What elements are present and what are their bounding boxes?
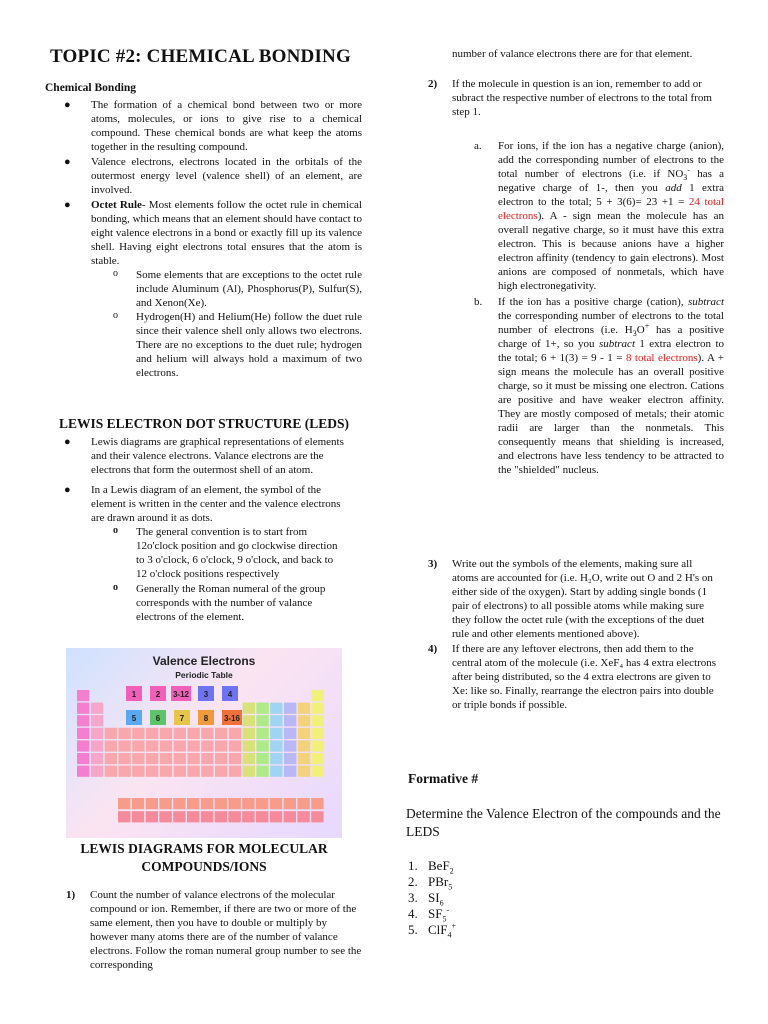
formative-instruction: Determine the Valence Electron of the compounds and the LEDS bbox=[406, 806, 721, 839]
item-number: 1. bbox=[408, 858, 418, 873]
element-cell bbox=[91, 766, 103, 777]
formula-charge: - bbox=[446, 905, 450, 915]
list-item bbox=[408, 858, 456, 874]
list-item bbox=[44, 98, 362, 154]
element-cell bbox=[132, 728, 144, 739]
element-cell bbox=[146, 798, 158, 809]
list-item bbox=[408, 906, 456, 922]
bullet-text: - Most elements follow the octet rule in chemical bonding, which means that an element should have contact to eight valence electrons in a bond or exactly fill up its valence shell. Having eight electrons total ensures that the atom is stable. bbox=[91, 199, 362, 267]
element-cell bbox=[77, 740, 89, 751]
element-cell bbox=[311, 798, 323, 809]
group-label: 5 bbox=[131, 714, 137, 723]
element-cell bbox=[77, 728, 89, 739]
element-cell bbox=[242, 811, 254, 822]
group-label: 3-12 bbox=[172, 690, 190, 699]
element-cell bbox=[187, 811, 199, 822]
list-item: b. If the ion has a positive charge (cation), subtract the corresponding number of electrons to the total number of electrons (i.e. $H_3O^+$ has a positive charge of 1+, so you subtract 1 extra electron to the total; 6 + 1(3) = 9 - 1 = 8 total electrons). A + sign means the molecule has an overall positive charge, so it must be missing one electron. Cations are positive and have weaker electron affinity. They are mostly composed of metals; their atomic radii are larger than the nonmetals. This consequently means that shielding is increased, and electrons have less tendency to be attracted to the "shielded" nucleus. bbox=[474, 296, 724, 476]
element-cell bbox=[312, 703, 324, 714]
element-cell bbox=[187, 753, 199, 764]
sub-item-text: the corresponding number of electrons to the total number of electrons (i.e. H bbox=[498, 310, 724, 336]
element-cell bbox=[91, 728, 103, 739]
step-2-subitems bbox=[408, 139, 724, 477]
element-cell bbox=[174, 766, 186, 777]
group-labels bbox=[126, 686, 242, 725]
sub-bullet-text: Hydrogen(H) and Helium(He) follow the duet rule since their valence shell only allows two electrons. There are no exceptions to the duet rule; hydrogen and helium will always hold a maximum of two electrons. bbox=[136, 311, 362, 379]
list-item bbox=[44, 483, 344, 525]
element-cell bbox=[270, 811, 282, 822]
group-label: 8 bbox=[203, 714, 209, 723]
bullet-text: In a Lewis diagram of an element, the symbol of the element is written in the center and the valence electrons are drawn around it as dots. bbox=[91, 484, 341, 524]
group-label: 4 bbox=[227, 690, 233, 699]
element-cell bbox=[256, 715, 268, 726]
list-item bbox=[44, 268, 362, 310]
element-cell bbox=[242, 798, 254, 809]
element-cell bbox=[201, 753, 213, 764]
periodic-table-grid bbox=[77, 690, 324, 822]
leds-section bbox=[44, 435, 344, 624]
list-item bbox=[44, 310, 362, 380]
element-cell bbox=[284, 766, 296, 777]
element-cell bbox=[187, 740, 199, 751]
element-cell bbox=[132, 766, 144, 777]
element-cell bbox=[229, 766, 241, 777]
element-cell bbox=[159, 798, 171, 809]
circle-bullet-icon: o bbox=[113, 525, 118, 536]
element-cell bbox=[256, 740, 268, 751]
element-cell bbox=[256, 728, 268, 739]
element-cell bbox=[298, 703, 310, 714]
element-cell bbox=[105, 753, 117, 764]
element-cell bbox=[284, 811, 296, 822]
sub-bullet-text: Some elements that are exceptions to the octet rule include Aluminum (Al), Phosphorus(P), Sulfur(S), and Xenon(Xe). bbox=[136, 269, 362, 309]
element-cell bbox=[256, 766, 268, 777]
steps-3-4 bbox=[408, 557, 720, 712]
formula-subscript: 4 bbox=[447, 930, 452, 940]
element-cell bbox=[160, 753, 172, 764]
element-cell bbox=[284, 715, 296, 726]
element-cell bbox=[77, 690, 89, 701]
element-cell bbox=[256, 811, 268, 822]
sub-bullet-text: Generally the Roman numeral of the group corresponds with the number of valance electrons of the element. bbox=[136, 583, 326, 623]
group-label: 2 bbox=[155, 690, 161, 699]
group-label: 6 bbox=[155, 714, 161, 723]
element-cell bbox=[312, 690, 324, 701]
list-item bbox=[408, 642, 720, 712]
element-cell bbox=[256, 798, 268, 809]
element-cell bbox=[256, 703, 268, 714]
section-heading-lewis-compounds bbox=[44, 840, 364, 876]
list-item bbox=[44, 155, 362, 197]
element-cell bbox=[229, 753, 241, 764]
formula-base: SI bbox=[428, 890, 440, 905]
element-cell bbox=[174, 753, 186, 764]
list-item bbox=[44, 525, 344, 581]
octet-rule-term: Octet Rule bbox=[91, 199, 142, 211]
formula-subscript: 5 bbox=[442, 914, 447, 924]
periodic-table-image bbox=[66, 648, 342, 838]
bullet-icon: ● bbox=[64, 99, 71, 111]
element-cell bbox=[311, 811, 323, 822]
alpha-label: b. bbox=[474, 296, 483, 308]
step-text: If there are any leftover electrons, then add them to the central atom of the molecule (i.e. XeF₄ has 4 extra electrons after being distributed, so the 4 extra electrons are given to Xe: like so. Finally, rearrange the electron pairs into double or triple bonds if possible. bbox=[452, 643, 717, 711]
step-text: Write out the symbols of the elements, making sure all atoms are accounted for (i.e. H₂O, write out O and 2 H's on either side of the oxygen). Start by adding single bonds (1 pair of electrons) to all possible atoms while making sure they follow the octet rule (with the exceptions of the duet rule and other elements mentioned above). bbox=[452, 558, 713, 640]
element-cell bbox=[215, 798, 227, 809]
bullet-text: The formation of a chemical bond between two or more atoms, molecules, or ions to give rise to a chemical compound. These chemical bonds are what keep the atoms together in the resulting compound. bbox=[91, 99, 362, 153]
element-cell bbox=[243, 740, 255, 751]
formula-base: PBr bbox=[428, 874, 449, 889]
element-cell bbox=[228, 811, 240, 822]
group-label: 1 bbox=[131, 690, 137, 699]
element-cell bbox=[201, 740, 213, 751]
element-cell bbox=[187, 728, 199, 739]
formative-list bbox=[408, 858, 456, 938]
sub-item-text: For ions, if the ion has a negative charge (anion), add the corresponding number of electrons to the total number of electrons (i.e. if NO bbox=[498, 140, 724, 180]
element-cell bbox=[118, 753, 130, 764]
element-cell bbox=[284, 728, 296, 739]
element-cell bbox=[228, 798, 240, 809]
element-cell bbox=[215, 753, 227, 764]
element-cell bbox=[173, 811, 185, 822]
element-cell bbox=[118, 740, 130, 751]
step-number: 2) bbox=[428, 78, 438, 90]
list-item bbox=[44, 582, 344, 624]
item-number: 4. bbox=[408, 906, 418, 921]
list-item bbox=[408, 922, 456, 938]
step-text: number of valance electrons there are for that element. bbox=[452, 48, 693, 60]
element-cell bbox=[312, 753, 324, 764]
formula-subscript: 2 bbox=[449, 866, 454, 876]
step-number: 3) bbox=[428, 558, 438, 570]
formula-subscript: 5 bbox=[448, 882, 453, 892]
element-cell bbox=[215, 811, 227, 822]
sub-item-text: has a positive charge of 1+, so you bbox=[498, 324, 724, 350]
element-cell bbox=[77, 766, 89, 777]
element-cell bbox=[77, 703, 89, 714]
element-cell bbox=[187, 798, 199, 809]
step-number: 4) bbox=[428, 643, 438, 655]
list-item bbox=[408, 890, 456, 906]
element-cell bbox=[146, 728, 158, 739]
element-cell bbox=[256, 753, 268, 764]
bullet-text: Valence electrons, electrons located in the orbitals of the outermost energy level (valence shell) of an element, are involved. bbox=[91, 156, 362, 196]
element-cell bbox=[243, 728, 255, 739]
bullet-icon: ● bbox=[64, 484, 71, 496]
list-item bbox=[408, 874, 456, 890]
circle-bullet-icon: o bbox=[113, 268, 118, 279]
sub-item-text: O bbox=[636, 324, 645, 336]
element-cell bbox=[243, 753, 255, 764]
emphasis-subtract: subtract bbox=[687, 296, 724, 308]
element-cell bbox=[284, 703, 296, 714]
element-cell bbox=[284, 753, 296, 764]
element-cell bbox=[146, 766, 158, 777]
element-cell bbox=[270, 715, 282, 726]
element-cell bbox=[91, 753, 103, 764]
element-cell bbox=[215, 766, 227, 777]
formula-base: SF bbox=[428, 906, 443, 921]
page-title: TOPIC #2: CHEMICAL BONDING bbox=[50, 46, 351, 67]
step-text: If the molecule in question is an ion, remember to add or subract the respective number of electrons to the total from step 1. bbox=[452, 78, 712, 118]
element-cell bbox=[270, 798, 282, 809]
group-label: 7 bbox=[179, 714, 185, 723]
group-label: 3 bbox=[203, 690, 209, 699]
step-number: 1) bbox=[66, 889, 76, 901]
section-heading-chemical-bonding: Chemical Bonding bbox=[45, 82, 137, 94]
list-item bbox=[44, 888, 362, 972]
element-cell bbox=[146, 753, 158, 764]
element-cell bbox=[270, 728, 282, 739]
element-cell bbox=[105, 728, 117, 739]
heading-line: LEWIS DIAGRAMS FOR MOLECULAR bbox=[80, 841, 328, 856]
sub-item-text: 1 extra electron to the total; 5 + 3(6)= 23 +1 = bbox=[498, 182, 724, 208]
periodic-table-subtitle: Periodic Table bbox=[175, 670, 233, 680]
step-1 bbox=[44, 888, 362, 972]
element-cell bbox=[146, 811, 158, 822]
element-cell bbox=[132, 798, 144, 809]
sub-item-text: 1 extra electron to the total; 6 + 1(3) = 9 - 1 = bbox=[498, 338, 724, 364]
element-cell bbox=[201, 728, 213, 739]
list-item: a. For ions, if the ion has a negative charge (anion), add the corresponding number of electrons to the total number of electrons (i.e. if $NO_3^-$ has a negative charge of 1-, then you add 1 extra electron to the total; 5 + 3(6)= 23 +1 = 24 total electrons). A - sign mean the molecule has an overall negative charge, so it must have this extra electron. This is because anions have a higher electron affinity (tendency to gain electrons). Most anions are composed of nonmetals, which have high electronegativity. bbox=[474, 140, 724, 292]
bullet-icon: ● bbox=[64, 156, 71, 168]
group-label: 3-16 bbox=[223, 714, 241, 723]
heading-line: COMPOUNDS/IONS bbox=[141, 859, 267, 874]
element-cell bbox=[229, 740, 241, 751]
element-cell bbox=[118, 811, 130, 822]
element-cell bbox=[132, 753, 144, 764]
section-heading-leds: LEWIS ELECTRON DOT STRUCTURE (LEDS) bbox=[58, 416, 350, 431]
element-cell bbox=[118, 766, 130, 777]
sub-item-text: ). A - sign mean the molecule has an overall negative charge, so it must have this extra electron. This is because anions have a higher electron affinity (tendency to gain electrons). Most anions are composed of nonmetals, which have high electronegativity. bbox=[498, 210, 724, 292]
bullet-icon: ● bbox=[64, 436, 71, 448]
element-cell bbox=[160, 728, 172, 739]
list-item bbox=[44, 198, 362, 268]
element-cell bbox=[118, 798, 130, 809]
element-cell bbox=[284, 740, 296, 751]
bullet-icon: ● bbox=[64, 199, 71, 211]
sub-bullet-text: The general convention is to start from 12o'clock position and go clockwise direction to 3 o'clock, 6 o'clock, 9 o'clock, and back to 12 o'clock positions respectively bbox=[136, 526, 338, 580]
formula-subscript: 6 bbox=[439, 898, 444, 908]
element-cell bbox=[201, 766, 213, 777]
element-cell bbox=[201, 798, 213, 809]
formative-heading: Formative # bbox=[408, 771, 479, 786]
formula-base: ClF bbox=[428, 922, 448, 937]
emphasis-subtract: subtract bbox=[598, 338, 635, 350]
element-cell bbox=[77, 753, 89, 764]
element-cell bbox=[187, 766, 199, 777]
chemical-bonding-section bbox=[44, 98, 362, 380]
element-cell bbox=[243, 766, 255, 777]
element-cell bbox=[160, 766, 172, 777]
element-cell bbox=[312, 715, 324, 726]
sub-item-text: If the ion has a positive charge (cation), bbox=[498, 296, 688, 308]
item-number: 5. bbox=[408, 922, 418, 937]
element-cell bbox=[174, 740, 186, 751]
element-cell bbox=[105, 766, 117, 777]
element-cell bbox=[201, 811, 213, 822]
formula-base: BeF bbox=[428, 858, 450, 873]
element-cell bbox=[297, 811, 309, 822]
element-cell bbox=[312, 766, 324, 777]
list-item bbox=[408, 557, 720, 641]
element-cell bbox=[91, 715, 103, 726]
element-cell bbox=[243, 703, 255, 714]
circle-bullet-icon: o bbox=[113, 582, 118, 593]
element-cell bbox=[270, 753, 282, 764]
step-2 bbox=[408, 77, 728, 119]
element-cell bbox=[132, 740, 144, 751]
element-cell bbox=[298, 740, 310, 751]
highlight-total: 24 total electrons bbox=[498, 196, 724, 222]
element-cell bbox=[270, 703, 282, 714]
element-cell bbox=[243, 715, 255, 726]
element-cell bbox=[215, 740, 227, 751]
periodic-table-graphic bbox=[66, 648, 342, 838]
element-cell bbox=[298, 753, 310, 764]
element-cell bbox=[298, 715, 310, 726]
element-cell bbox=[160, 740, 172, 751]
emphasis-add: add bbox=[665, 182, 682, 194]
element-cell bbox=[173, 798, 185, 809]
element-cell bbox=[297, 798, 309, 809]
item-number: 2. bbox=[408, 874, 418, 889]
element-cell bbox=[270, 740, 282, 751]
highlight-total: 8 total electrons bbox=[625, 352, 698, 364]
element-cell bbox=[284, 798, 296, 809]
element-cell bbox=[215, 728, 227, 739]
periodic-table-title: Valence Electrons bbox=[152, 654, 256, 668]
formula-charge: + bbox=[451, 921, 457, 931]
alpha-label: a. bbox=[474, 140, 482, 152]
step-text: Count the number of valance electrons of the molecular compound or ion. Remember, if there are two or more of the same element, then you have to double or multiply by however many atoms there are of the number of valance electrons. Follow the roman numeral group number to see the corresponding bbox=[90, 889, 362, 971]
element-cell bbox=[298, 728, 310, 739]
element-cell bbox=[298, 766, 310, 777]
bullet-text: Lewis diagrams are graphical representations of elements and their valence electrons. Valance electrons are the electrons that form the outermost shell of an atom. bbox=[91, 436, 344, 476]
sub-item-text: has a negative charge of 1-, then you bbox=[498, 168, 724, 194]
list-item bbox=[44, 435, 344, 477]
item-number: 3. bbox=[408, 890, 418, 905]
step-1-continued bbox=[452, 47, 722, 61]
element-cell bbox=[105, 740, 117, 751]
element-cell bbox=[270, 766, 282, 777]
element-cell bbox=[91, 703, 103, 714]
sub-item-text: ). A + sign means the molecule has an overall positive charge, so it must be missing one electron. Cations are positive and have weaker electron affinity. They are mostly composed of metals; their atomic radii are larger than the nonmetals. This consequently means that shielding is increased, and electrons have less tendency to be attracted to the "shielded" nucleus. bbox=[498, 352, 724, 476]
element-cell bbox=[159, 811, 171, 822]
list-item bbox=[408, 77, 728, 119]
element-cell bbox=[77, 715, 89, 726]
element-cell bbox=[229, 728, 241, 739]
element-cell bbox=[91, 740, 103, 751]
element-cell bbox=[132, 811, 144, 822]
element-cell bbox=[312, 728, 324, 739]
element-cell bbox=[312, 740, 324, 751]
element-cell bbox=[146, 740, 158, 751]
circle-bullet-icon: o bbox=[113, 310, 118, 321]
element-cell bbox=[118, 728, 130, 739]
element-cell bbox=[174, 728, 186, 739]
